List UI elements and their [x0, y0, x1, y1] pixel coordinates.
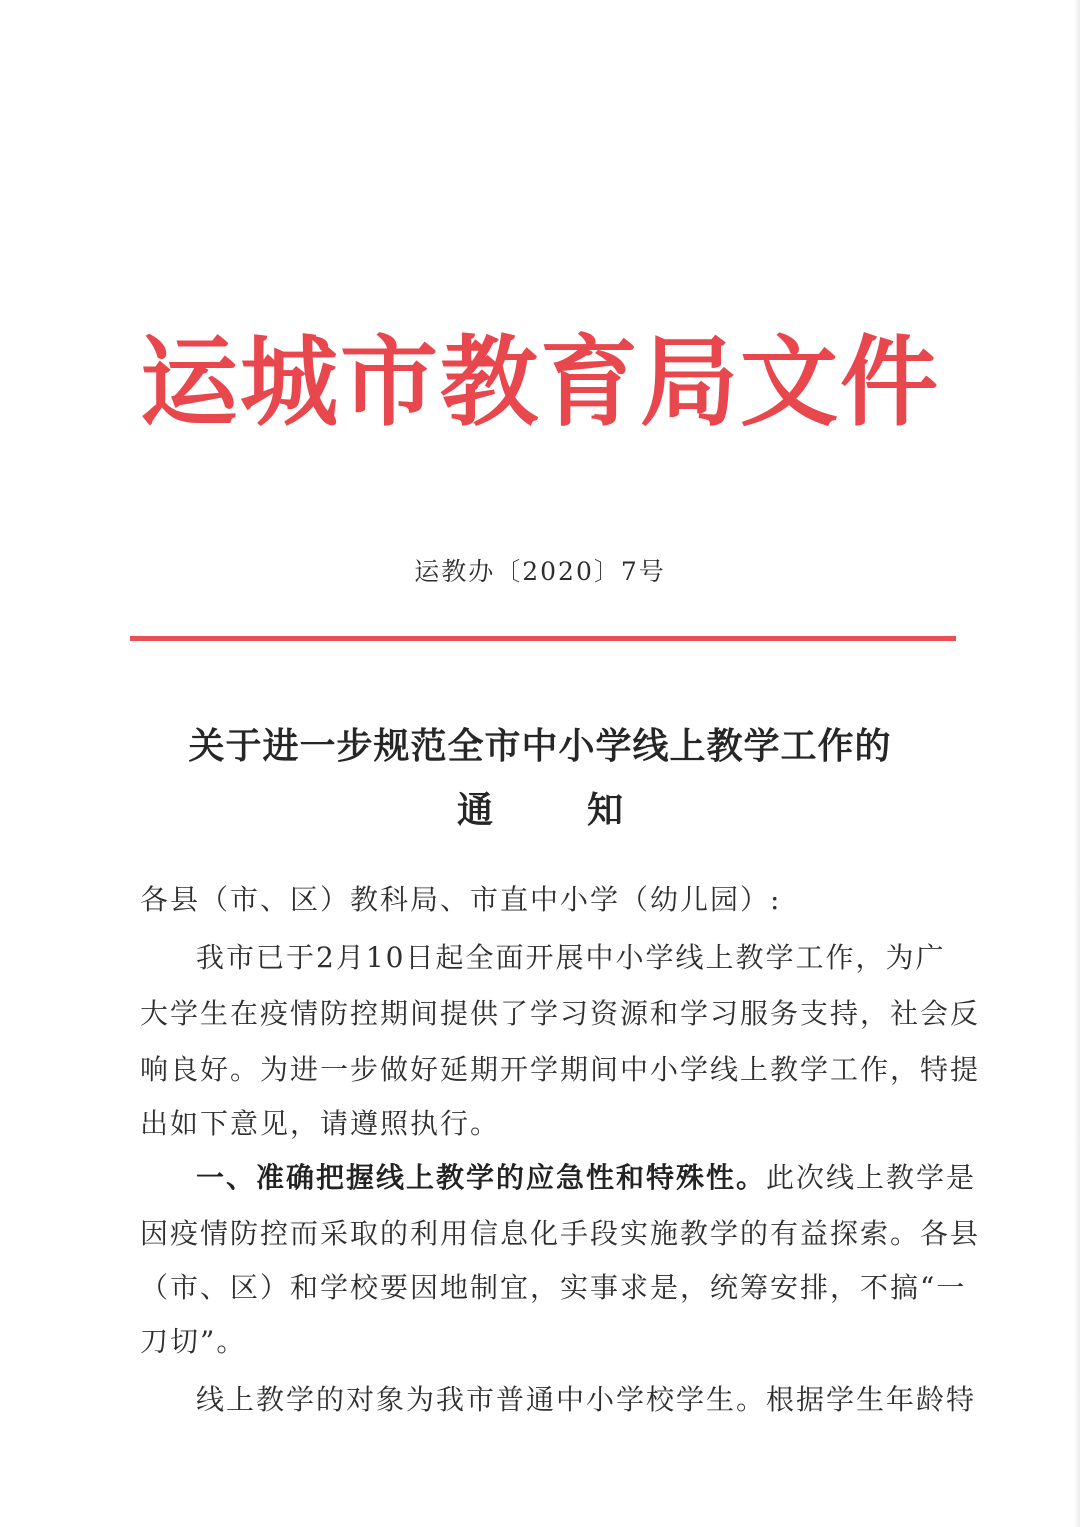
- paragraph-1-line-2: 大学生在疫情防控期间提供了学习资源和学习服务支持，社会反: [140, 997, 981, 1030]
- document-masthead: 运城市教育局文件: [139, 325, 940, 440]
- section-1-heading: 一、准确把握线上教学的应急性和特殊性。: [196, 1161, 767, 1194]
- document-title-line-1: 关于进一步规范全市中小学线上教学工作的: [188, 725, 892, 767]
- salutation: 各县（市、区）教科局、市直中小学（幼儿园）:: [140, 883, 782, 916]
- document-number: 运教办〔2020〕7号: [414, 557, 666, 586]
- paragraph-1-line-3: 响良好。为进一步做好延期开学期间中小学线上教学工作，特提: [140, 1053, 981, 1086]
- paragraph-1-line-4: 出如下意见，请遵照执行。: [140, 1107, 501, 1140]
- title-word-zhi: 知: [587, 789, 624, 831]
- document-title-line-2: [0, 782, 1080, 833]
- section-1-text: 此次线上教学是: [766, 1161, 977, 1194]
- section-1-line-3: （市、区）和学校要因地制宜，实事求是，统筹安排，不搞“一: [140, 1271, 967, 1304]
- section-1-line-4: 刀切”。: [140, 1325, 247, 1358]
- section-1-line-1: [196, 1158, 996, 1198]
- paragraph-1-line-1: 我市已于2月10日起全面开展中小学线上教学工作，为广: [196, 941, 946, 974]
- section-1-line-2: 因疫情防控而采取的利用信息化手段实施教学的有益探索。各县: [140, 1217, 981, 1250]
- title-word-tong: 通: [456, 789, 493, 831]
- red-divider-line: [130, 636, 956, 641]
- paragraph-3-line-1: 线上教学的对象为我市普通中小学校学生。根据学生年龄特: [196, 1383, 977, 1416]
